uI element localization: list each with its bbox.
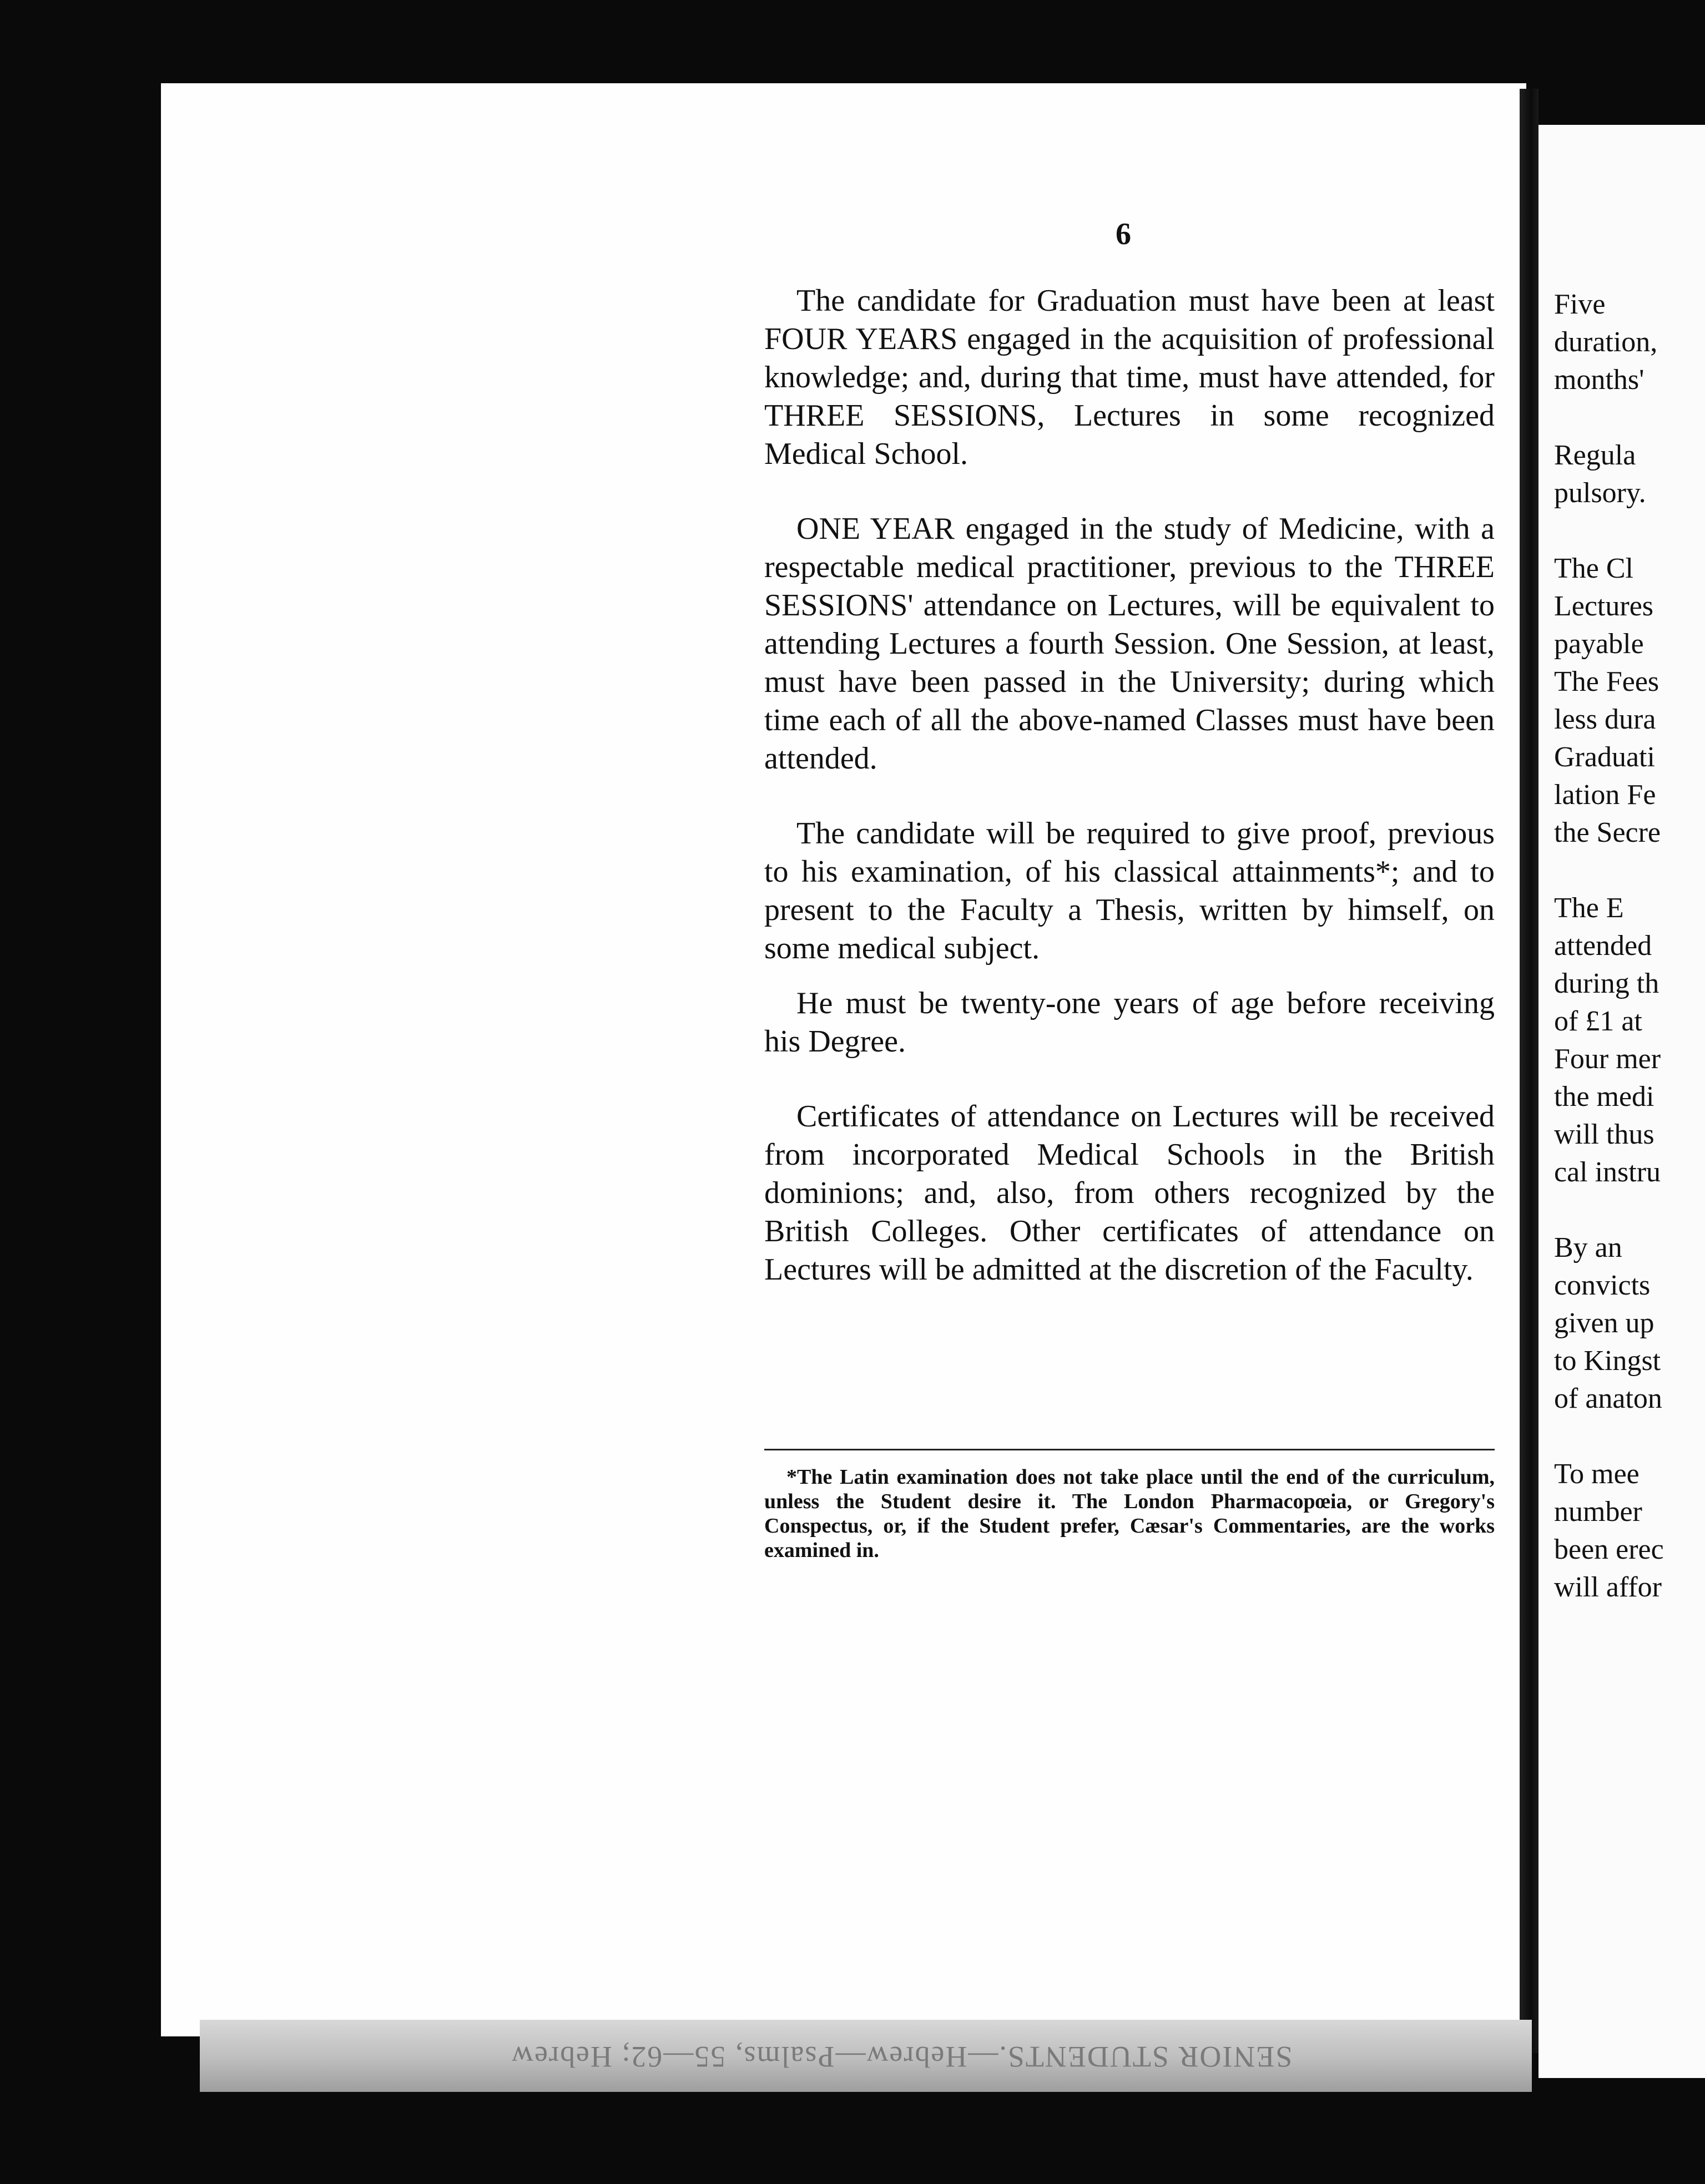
- adjacent-page-line: Four mer: [1554, 1043, 1661, 1075]
- paragraph-age-requirement: He must be twenty-one years of age before receiving his Degree.: [764, 986, 1495, 1059]
- footnote-text: *The Latin examination does not take place until the end of the curriculum, unless the Student desire it. The London Pharmacopœia, or Gregory's Conspectus, or, if the Student prefer, Cæsar's Commentaries, are the works examined in.: [764, 1465, 1495, 1562]
- adjacent-page-line: the Secre: [1554, 817, 1661, 848]
- adjacent-page-line: To mee: [1554, 1458, 1640, 1490]
- paragraph-classical-attainments: The candidate will be required to give proof, previous to his examination, of his classical attainments*; and to present to the Faculty a Thesis, written by himself, on some medical subject.: [764, 816, 1495, 965]
- adjacent-page-line: less dura: [1554, 704, 1656, 735]
- page-edge-strip: [200, 2020, 1532, 2092]
- bleed-through-text: SENIOR STUDENTS.—Hebrew—Psalms, 55—62; Hebrew: [511, 2040, 1293, 2074]
- adjacent-page-line: the medi: [1554, 1081, 1654, 1113]
- adjacent-page-line: lation Fe: [1554, 779, 1656, 811]
- adjacent-page-line: during th: [1554, 968, 1659, 999]
- adjacent-page-line: cal instru: [1554, 1156, 1661, 1188]
- book-gutter: [1520, 89, 1538, 2053]
- adjacent-page-line: Five: [1554, 289, 1606, 320]
- paragraph-practitioner-study: ONE YEAR engaged in the study of Medicine, with a respectable medical practitioner, previous to the THREE SESSIONS' attendance on Lectures, will be equivalent to attending Lectures a fourth Session. One Session, at least, must have been passed in the University; during which time each of all the above-named Classes must have been attended.: [764, 512, 1495, 776]
- adjacent-page-line: The Fees: [1554, 666, 1659, 697]
- adjacent-page-line: Regula: [1554, 439, 1636, 471]
- adjacent-page: [1538, 125, 1705, 2078]
- adjacent-page-line: will thus: [1554, 1119, 1654, 1150]
- footnote-divider: [764, 1449, 1495, 1450]
- paragraph-certificates: Certificates of attendance on Lectures will be received from incorporated Medical Schools in the British dominions; and, also, from others recognized by the British Colleges. Other certificates of attendance on Lectures will be admitted at the discretion of the Faculty.: [764, 1099, 1495, 1287]
- adjacent-page-line: payable: [1554, 628, 1644, 660]
- main-text: [764, 282, 1495, 1289]
- adjacent-page-line: attended: [1554, 930, 1652, 962]
- paragraph-graduation-requirement: The candidate for Graduation must have been at least FOUR YEARS engaged in the acquisition of professional knowledge; and, during that time, must have attended, for THREE SESSIONS, Lectures in some recognized Medical School.: [764, 284, 1495, 471]
- adjacent-page-line: months': [1554, 364, 1645, 396]
- adjacent-page-line: Lectures: [1554, 590, 1654, 622]
- adjacent-page-line: number: [1554, 1496, 1642, 1528]
- adjacent-page-line: The E: [1554, 892, 1624, 924]
- adjacent-page-line: duration,: [1554, 326, 1658, 358]
- adjacent-page-line: to Kingst: [1554, 1345, 1661, 1377]
- adjacent-page-line: pulsory.: [1554, 477, 1646, 509]
- adjacent-page-line: convicts: [1554, 1270, 1651, 1301]
- adjacent-page-line: By an: [1554, 1232, 1622, 1263]
- adjacent-page-line: The Cl: [1554, 553, 1633, 584]
- adjacent-page-line: of £1 at: [1554, 1005, 1642, 1037]
- adjacent-page-line: given up: [1554, 1307, 1654, 1339]
- adjacent-page-line: Graduati: [1554, 741, 1655, 773]
- adjacent-page-line: will affor: [1554, 1571, 1662, 1603]
- adjacent-page-line: been erec: [1554, 1534, 1664, 1565]
- adjacent-page-line: of anaton: [1554, 1383, 1662, 1414]
- footnote: [764, 1465, 1495, 1563]
- page-number: 6: [1116, 217, 1131, 251]
